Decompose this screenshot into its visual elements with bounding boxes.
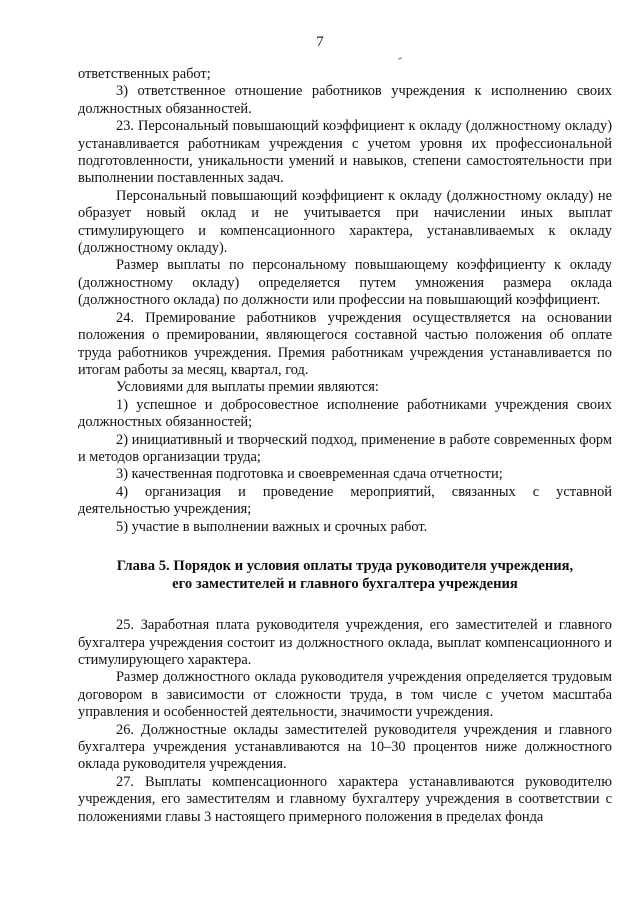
paragraph-23: 23. Персональный повышающий коэффициент к окладу (должностному окладу) устанавливается работникам учреждения с учетом уровня их профессиональной подготовленности, уникальности умений и навыков, степени самостоятельности при выполнении поставленных задач. <box>78 118 612 187</box>
scan-speck <box>398 57 402 59</box>
chapter-title-line-1: Глава 5. Порядок и условия оплаты труда руководителя учреждения, <box>116 557 574 574</box>
chapter-title-line-2: его заместителей и главного бухгалтера учреждения <box>172 575 518 592</box>
paragraph-27: 27. Выплаты компенсационного характера устанавливаются руководителю учреждения, его заместителям и главному бухгалтеру учреждения в соответствии с положениями главы 3 настоящего примерного положения в пределах фонда <box>78 773 612 825</box>
paragraph-25: 25. Заработная плата руководителя учреждения, его заместителей и главного бухгалтера учреждения состоит из должностного оклада, выплат компенсационного и стимулирующего характера. <box>78 617 612 668</box>
list-item-1: 1) успешное и добросовестное исполнение работниками учреждения своих должностных обязанностей; <box>78 396 612 431</box>
document-body <box>78 66 612 826</box>
paragraph-director-salary: Размер должностного оклада руководителя учреждения определяется трудовым договором в зависимости от сложности труда, в том числе с учетом масштаба управления и особенностей деятельности, значимости учреждения. <box>78 669 612 721</box>
paragraph-continuation: ответственных работ; <box>78 66 211 82</box>
paragraph-coefficient-payment-size: Размер выплаты по персональному повышающему коэффициенту к окладу (должностному окладу) определяется путем умножения размера оклада (должностного оклада) по должности или профессии на повышающий коэффициент. <box>78 257 612 309</box>
chapter-5-heading <box>78 558 612 593</box>
paragraph-coefficient-not-new-salary: Персональный повышающий коэффициент к окладу (должностному окладу) не образует новый оклад и не учитывается при начислении иных выплат стимулирующего и компенсационного характера, устанавливаемых к окладу (должностному окладу). <box>78 187 612 257</box>
paragraph-24: 24. Премирование работников учреждения осуществляется на основании положения о премировании, являющегося составной частью положения об оплате труда работников учреждения. Премия работникам учреждения устанавливается по итогам работы за месяц, квартал, год. <box>78 309 612 378</box>
paragraph-item-3: 3) ответственное отношение работников учреждения к исполнению своих должностных обязанностей. <box>78 83 612 117</box>
list-item-4: 4) организация и проведение мероприятий, связанных с уставной деятельностью учреждения; <box>78 483 612 518</box>
list-item-2: 2) инициативный и творческий подход, применение в работе современных форм и методов организации труда; <box>78 431 612 465</box>
page-number: 7 <box>316 34 324 50</box>
list-item-5: 5) участие в выполнении важных и срочных работ. <box>116 518 428 535</box>
list-item-3: 3) качественная подготовка и своевременная сдача отчетности; <box>116 466 503 483</box>
paragraph-bonus-conditions-intro: Условиями для выплаты премии являются: <box>116 379 379 396</box>
paragraph-26: 26. Должностные оклады заместителей руководителя учреждения и главного бухгалтера учреждения устанавливаются на 10–30 процентов ниже должностного оклада руководителя учреждения. <box>78 721 612 773</box>
